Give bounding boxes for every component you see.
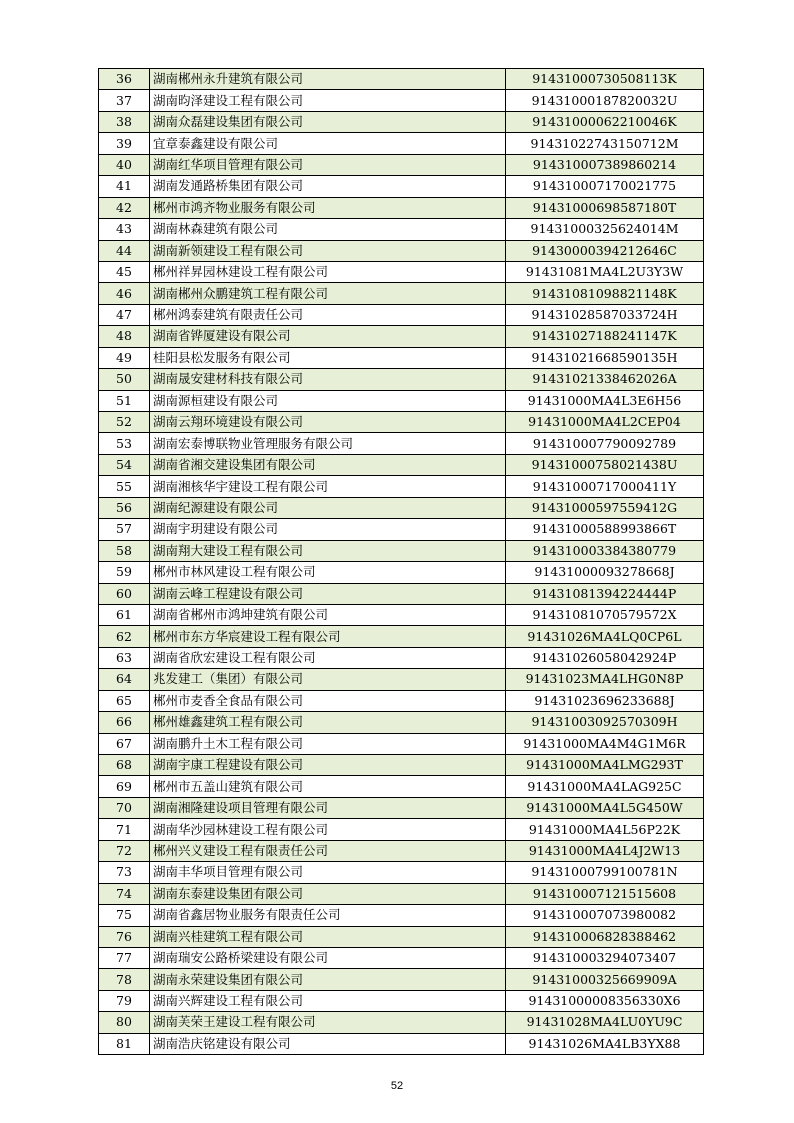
- table-row: [99, 583, 704, 604]
- company-name: 湖南纪源建设有限公司: [150, 497, 506, 518]
- table-row: [99, 712, 704, 733]
- registry-table-body: [99, 69, 704, 1055]
- credit-code: 91431000MA4L4J2W13: [506, 840, 704, 861]
- credit-code: 91431028587033724H: [506, 304, 704, 325]
- table-row: [99, 133, 704, 154]
- company-name: 湖南宇康工程建设有限公司: [150, 755, 506, 776]
- table-row: [99, 347, 704, 368]
- row-number: 55: [99, 476, 150, 497]
- credit-code: 91431023696233688J: [506, 690, 704, 711]
- row-number: 54: [99, 454, 150, 475]
- company-name: 湖南昀泽建设工程有限公司: [150, 90, 506, 111]
- company-name: 湖南发通路桥集团有限公司: [150, 176, 506, 197]
- row-number: 52: [99, 412, 150, 433]
- row-number: 43: [99, 219, 150, 240]
- table-row: [99, 454, 704, 475]
- row-number: 67: [99, 733, 150, 754]
- credit-code: 91431000325669909A: [506, 969, 704, 990]
- row-number: 41: [99, 176, 150, 197]
- company-name: 郴州市麦香全食品有限公司: [150, 690, 506, 711]
- company-name: 湖南郴州众鹏建筑工程有限公司: [150, 283, 506, 304]
- company-name: 郴州鸿泰建筑有限责任公司: [150, 304, 506, 325]
- table-row: [99, 626, 704, 647]
- company-name: 湖南省欣宏建设工程有限公司: [150, 647, 506, 668]
- credit-code: 91431003092570309H: [506, 712, 704, 733]
- row-number: 76: [99, 926, 150, 947]
- row-number: 53: [99, 433, 150, 454]
- table-row: [99, 733, 704, 754]
- row-number: 65: [99, 690, 150, 711]
- credit-code: 91431022743150712M: [506, 133, 704, 154]
- table-row: [99, 497, 704, 518]
- table-row: [99, 947, 704, 968]
- company-name: 湖南芙荣王建设工程有限公司: [150, 1012, 506, 1033]
- company-name: 湖南众磊建设集团有限公司: [150, 111, 506, 132]
- table-row: [99, 690, 704, 711]
- table-row: [99, 883, 704, 904]
- credit-code: 91431023MA4LHG0N8P: [506, 669, 704, 690]
- credit-code: 91431000325624014M: [506, 219, 704, 240]
- credit-code: 91431081394224444P: [506, 583, 704, 604]
- row-number: 51: [99, 390, 150, 411]
- row-number: 68: [99, 755, 150, 776]
- row-number: 79: [99, 990, 150, 1011]
- company-name: 湖南湘核华宇建设工程有限公司: [150, 476, 506, 497]
- company-name: 郴州市五盖山建筑有限公司: [150, 776, 506, 797]
- company-name: 湖南红华项目管理有限公司: [150, 154, 506, 175]
- row-number: 72: [99, 840, 150, 861]
- table-row: [99, 369, 704, 390]
- table-row: [99, 519, 704, 540]
- company-name: 湖南云翔环境建设有限公司: [150, 412, 506, 433]
- company-name: 湖南宏泰博联物业管理服务有限公司: [150, 433, 506, 454]
- row-number: 42: [99, 197, 150, 218]
- company-name: 湖南新领建设工程有限公司: [150, 240, 506, 261]
- table-row: [99, 176, 704, 197]
- company-name: 湖南宇玥建设有限公司: [150, 519, 506, 540]
- company-name: 湖南浩庆铭建设有限公司: [150, 1033, 506, 1054]
- row-number: 60: [99, 583, 150, 604]
- company-name: 湖南兴辉建设工程有限公司: [150, 990, 506, 1011]
- table-row: [99, 797, 704, 818]
- row-number: 40: [99, 154, 150, 175]
- table-row: [99, 905, 704, 926]
- row-number: 44: [99, 240, 150, 261]
- row-number: 74: [99, 883, 150, 904]
- row-number: 71: [99, 819, 150, 840]
- credit-code: 91431021668590135H: [506, 347, 704, 368]
- company-name: 郴州市林风建设工程有限公司: [150, 562, 506, 583]
- table-row: [99, 540, 704, 561]
- row-number: 64: [99, 669, 150, 690]
- credit-code: 91431000MA4L56P22K: [506, 819, 704, 840]
- table-row: [99, 261, 704, 282]
- row-number: 63: [99, 647, 150, 668]
- row-number: 58: [99, 540, 150, 561]
- credit-code: 91431000730508113K: [506, 69, 704, 90]
- table-row: [99, 69, 704, 90]
- row-number: 59: [99, 562, 150, 583]
- table-row: [99, 219, 704, 240]
- credit-code: 91431000093278668J: [506, 562, 704, 583]
- company-name: 湖南郴州永升建筑有限公司: [150, 69, 506, 90]
- company-name: 郴州市鸿齐物业服务有限公司: [150, 197, 506, 218]
- credit-code: 91431081098821148K: [506, 283, 704, 304]
- table-row: [99, 476, 704, 497]
- row-number: 57: [99, 519, 150, 540]
- table-row: [99, 326, 704, 347]
- company-registry-table: [98, 68, 704, 1055]
- table-row: [99, 755, 704, 776]
- company-name: 郴州兴义建设工程有限责任公司: [150, 840, 506, 861]
- company-name: 湖南湘隆建设项目管理有限公司: [150, 797, 506, 818]
- credit-code: 914310007121515608: [506, 883, 704, 904]
- row-number: 62: [99, 626, 150, 647]
- row-number: 37: [99, 90, 150, 111]
- company-name: 湖南林森建筑有限公司: [150, 219, 506, 240]
- company-name: 桂阳县松发服务有限公司: [150, 347, 506, 368]
- table-row: [99, 969, 704, 990]
- row-number: 70: [99, 797, 150, 818]
- credit-code: 91431000758021438U: [506, 454, 704, 475]
- row-number: 80: [99, 1012, 150, 1033]
- company-name: 湖南东泰建设集团有限公司: [150, 883, 506, 904]
- credit-code: 91431000MA4LAG925C: [506, 776, 704, 797]
- company-name: 郴州祥昇园林建设工程有限公司: [150, 261, 506, 282]
- company-name: 湖南华沙园林建设工程有限公司: [150, 819, 506, 840]
- row-number: 78: [99, 969, 150, 990]
- company-name: 湖南丰华项目管理有限公司: [150, 862, 506, 883]
- company-name: 湖南鹏升土木工程有限公司: [150, 733, 506, 754]
- credit-code: 91431000187820032U: [506, 90, 704, 111]
- table-row: [99, 240, 704, 261]
- table-row: [99, 862, 704, 883]
- company-name: 湖南省郴州市鸿坤建筑有限公司: [150, 604, 506, 625]
- company-name: 湖南兴桂建筑工程有限公司: [150, 926, 506, 947]
- credit-code: 91431000MA4LMG293T: [506, 755, 704, 776]
- credit-code: 91431000698587180T: [506, 197, 704, 218]
- company-name: 湖南翔大建设工程有限公司: [150, 540, 506, 561]
- credit-code: 91431000799100781N: [506, 862, 704, 883]
- credit-code: 91431000MA4L3E6H56: [506, 390, 704, 411]
- credit-code: 91431021338462026A: [506, 369, 704, 390]
- credit-code: 91431000008356330X6: [506, 990, 704, 1011]
- table-row: [99, 304, 704, 325]
- table-row: [99, 433, 704, 454]
- table-row: [99, 819, 704, 840]
- credit-code: 91431000MA4M4G1M6R: [506, 733, 704, 754]
- row-number: 69: [99, 776, 150, 797]
- row-number: 81: [99, 1033, 150, 1054]
- table-row: [99, 90, 704, 111]
- credit-code: 91431027188241147K: [506, 326, 704, 347]
- company-name: 湖南省湘交建设集团有限公司: [150, 454, 506, 475]
- row-number: 39: [99, 133, 150, 154]
- credit-code: 914310007790092789: [506, 433, 704, 454]
- row-number: 38: [99, 111, 150, 132]
- credit-code: 914310007073980082: [506, 905, 704, 926]
- credit-code: 91430000394212646C: [506, 240, 704, 261]
- company-name: 郴州市东方华宸建设工程有限公司: [150, 626, 506, 647]
- table-row: [99, 669, 704, 690]
- credit-code: 914310003384380779: [506, 540, 704, 561]
- row-number: 56: [99, 497, 150, 518]
- credit-code: 91431028MA4LU0YU9C: [506, 1012, 704, 1033]
- table-row: [99, 840, 704, 861]
- table-row: [99, 776, 704, 797]
- row-number: 36: [99, 69, 150, 90]
- row-number: 49: [99, 347, 150, 368]
- table-row: [99, 154, 704, 175]
- table-row: [99, 197, 704, 218]
- credit-code: 91431000588993866T: [506, 519, 704, 540]
- table-row: [99, 990, 704, 1011]
- row-number: 75: [99, 905, 150, 926]
- credit-code: 91431026058042924P: [506, 647, 704, 668]
- company-name: 宜章泰鑫建设有限公司: [150, 133, 506, 154]
- table-row: [99, 926, 704, 947]
- table-row: [99, 647, 704, 668]
- credit-code: 914310006828388462: [506, 926, 704, 947]
- company-name: 湖南晟安建材科技有限公司: [150, 369, 506, 390]
- credit-code: 91431026MA4LB3YX88: [506, 1033, 704, 1054]
- credit-code: 914310007170021775: [506, 176, 704, 197]
- company-name: 湖南源桓建设有限公司: [150, 390, 506, 411]
- credit-code: 91431000MA4L2CEP04: [506, 412, 704, 433]
- company-name: 湖南永荣建设集团有限公司: [150, 969, 506, 990]
- company-name: 湖南瑞安公路桥梁建设有限公司: [150, 947, 506, 968]
- table-row: [99, 604, 704, 625]
- table-row: [99, 1033, 704, 1054]
- row-number: 46: [99, 283, 150, 304]
- row-number: 48: [99, 326, 150, 347]
- credit-code: 914310007389860214: [506, 154, 704, 175]
- table-row: [99, 412, 704, 433]
- row-number: 47: [99, 304, 150, 325]
- company-name: 湖南省鑫居物业服务有限责任公司: [150, 905, 506, 926]
- credit-code: 91431081070579572X: [506, 604, 704, 625]
- credit-code: 91431081MA4L2U3Y3W: [506, 261, 704, 282]
- company-name: 郴州雄鑫建筑工程有限公司: [150, 712, 506, 733]
- company-name: 湖南云峰工程建设有限公司: [150, 583, 506, 604]
- credit-code: 91431000062210046K: [506, 111, 704, 132]
- row-number: 61: [99, 604, 150, 625]
- row-number: 45: [99, 261, 150, 282]
- row-number: 77: [99, 947, 150, 968]
- company-name: 兆发建工（集团）有限公司: [150, 669, 506, 690]
- table-row: [99, 283, 704, 304]
- credit-code: 91431000MA4L5G450W: [506, 797, 704, 818]
- table-row: [99, 390, 704, 411]
- table-row: [99, 1012, 704, 1033]
- row-number: 50: [99, 369, 150, 390]
- credit-code: 91431026MA4LQ0CP6L: [506, 626, 704, 647]
- row-number: 73: [99, 862, 150, 883]
- company-name: 湖南省铧厦建设有限公司: [150, 326, 506, 347]
- row-number: 66: [99, 712, 150, 733]
- credit-code: 91431000597559412G: [506, 497, 704, 518]
- page-number: 52: [390, 1080, 404, 1092]
- table-row: [99, 111, 704, 132]
- credit-code: 914310003294073407: [506, 947, 704, 968]
- table-row: [99, 562, 704, 583]
- credit-code: 91431000717000411Y: [506, 476, 704, 497]
